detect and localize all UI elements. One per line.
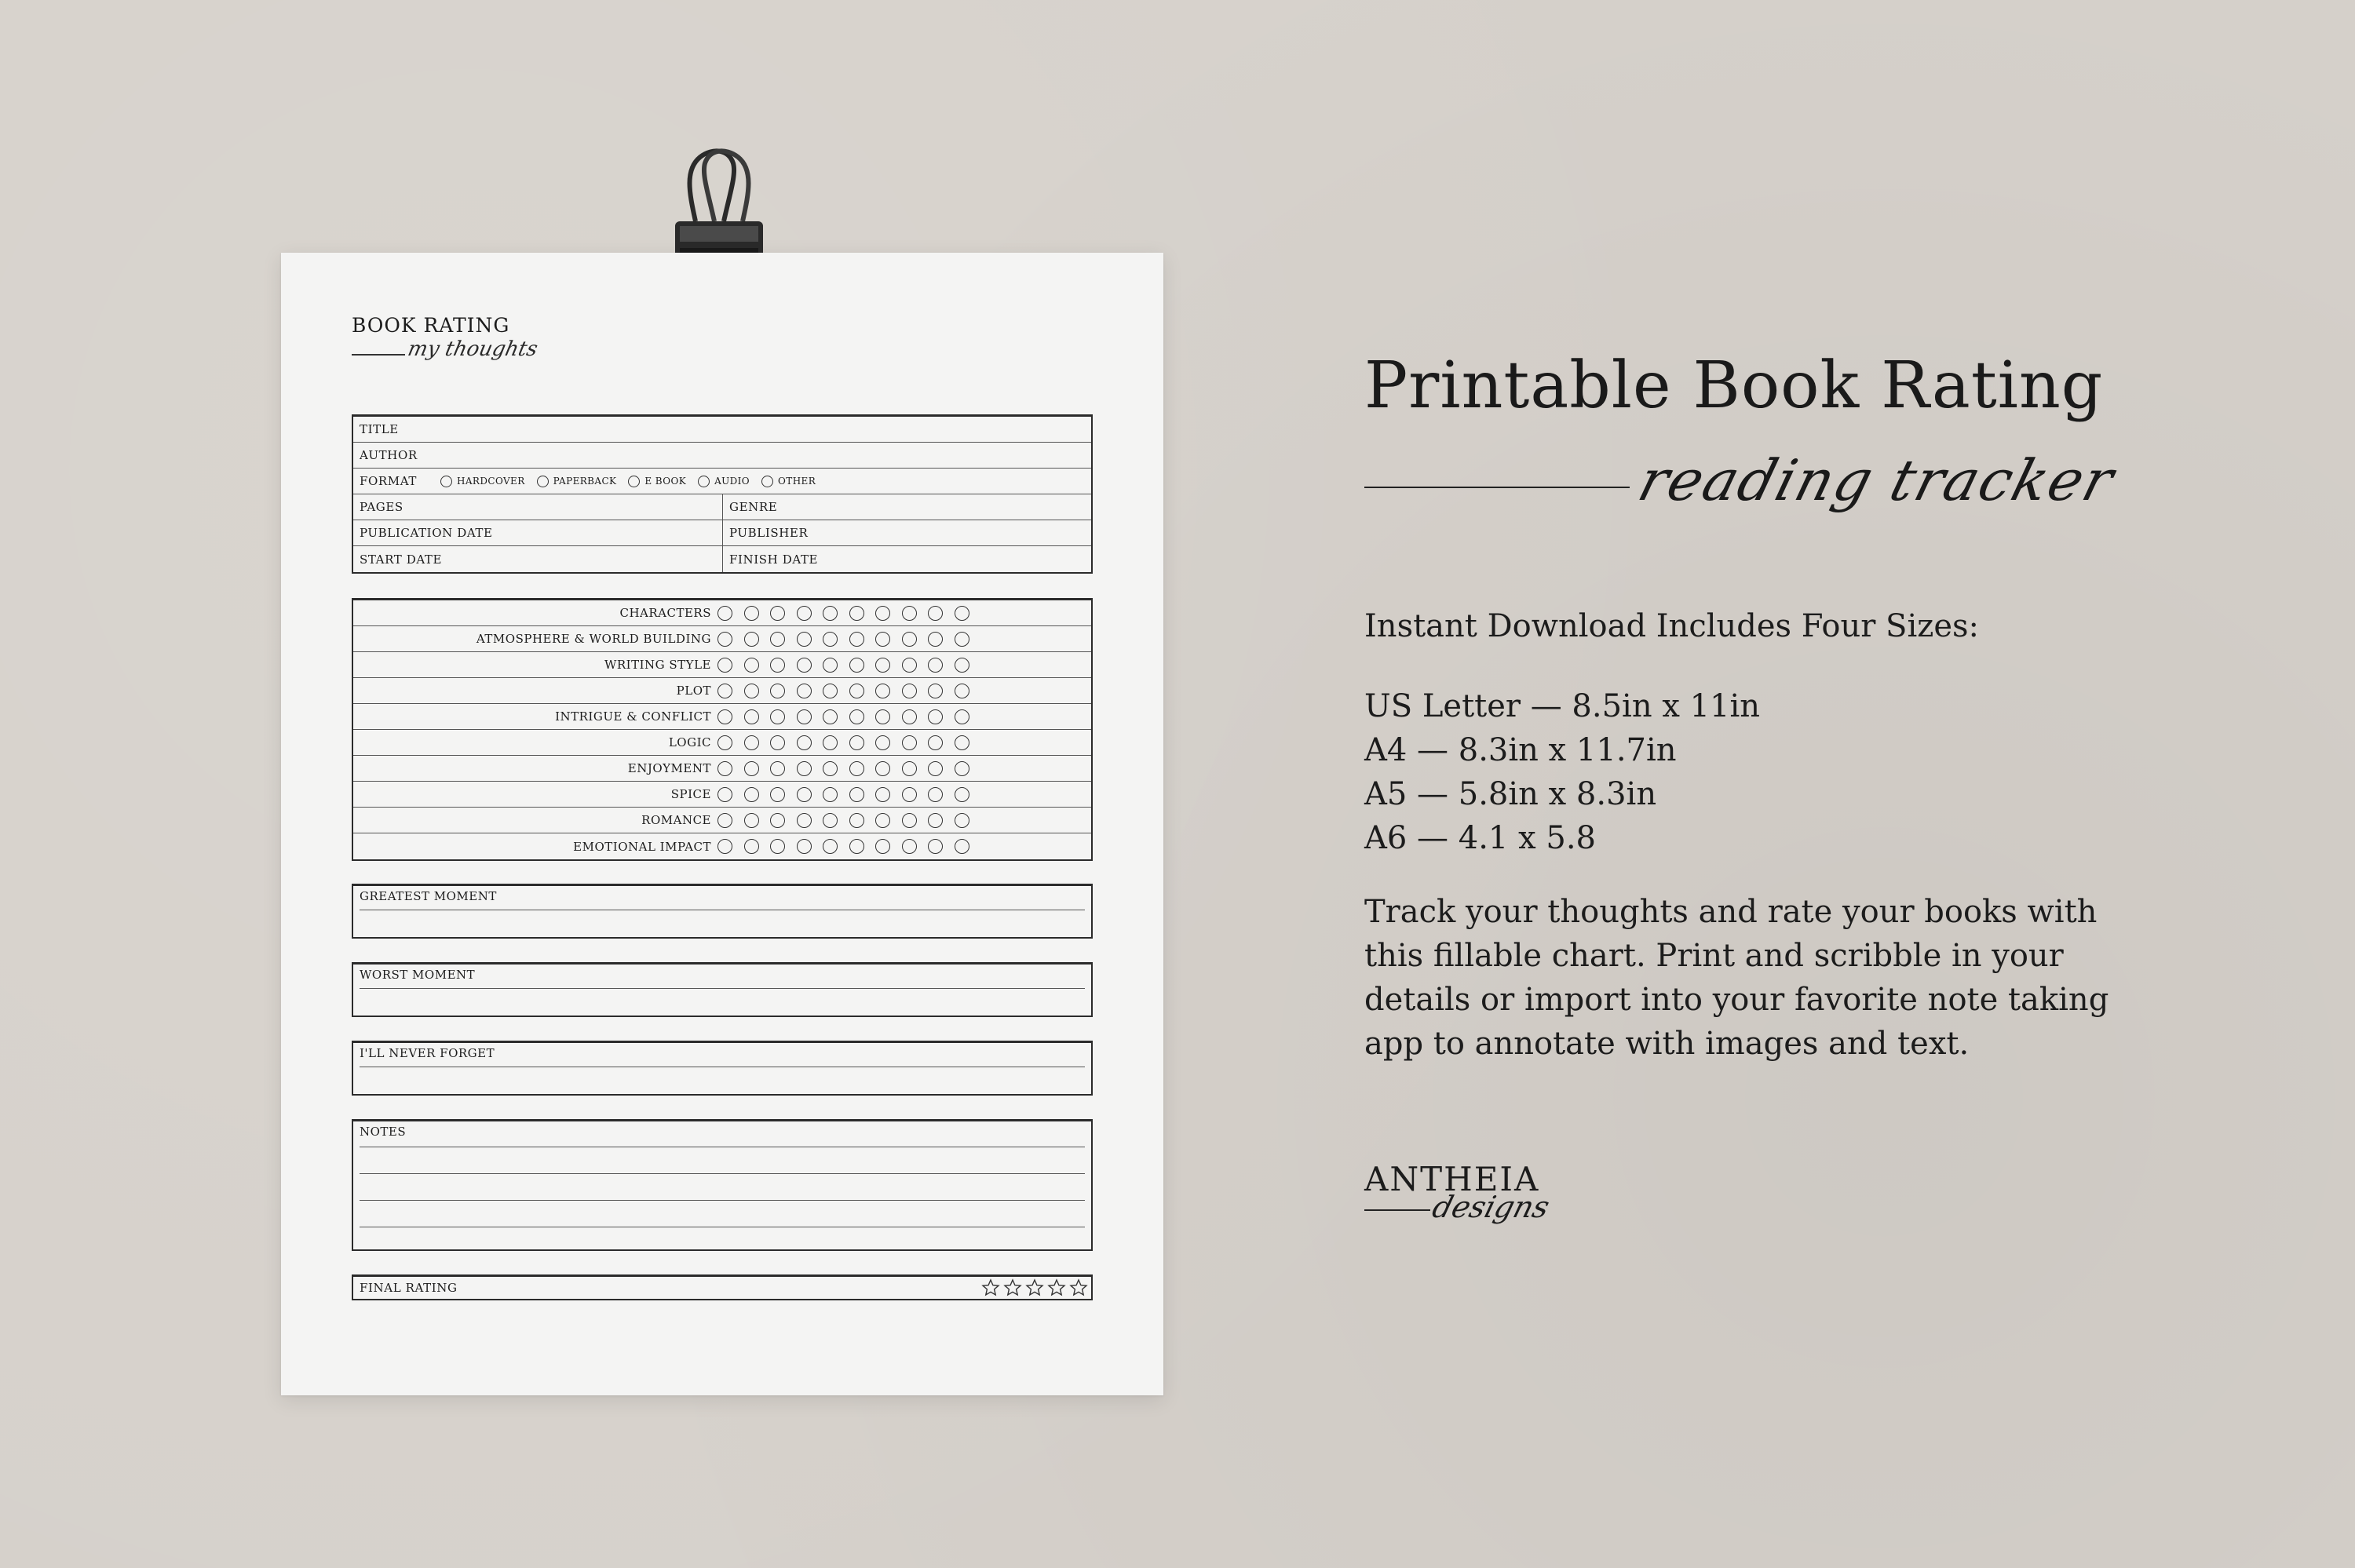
rating-circle-icon[interactable] xyxy=(823,839,838,854)
size-item: A4 — 8.3in x 11.7in xyxy=(1364,732,1677,768)
rating-circle-icon[interactable] xyxy=(823,761,838,776)
final-rating-stars xyxy=(978,1278,1088,1297)
rating-circle-icon[interactable] xyxy=(823,684,838,698)
rating-scale xyxy=(717,735,980,750)
size-item: A5 — 5.8in x 8.3in xyxy=(1364,776,1657,812)
rating-circle-icon[interactable] xyxy=(744,606,759,621)
size-item: US Letter — 8.5in x 11in xyxy=(1364,688,1761,724)
description-line: this fillable chart. Print and scribble in your xyxy=(1364,938,2064,974)
rating-scale xyxy=(717,658,980,673)
intro-text: Instant Download Includes Four Sizes: xyxy=(1364,608,1979,644)
rating-circle-icon[interactable] xyxy=(955,606,969,621)
rating-circle-icon[interactable] xyxy=(770,735,785,750)
rating-circle-icon[interactable] xyxy=(849,658,864,673)
description-line: details or import into your favorite note taking xyxy=(1364,982,2109,1018)
rating-circle-icon[interactable] xyxy=(955,735,969,750)
rating-scale xyxy=(717,813,980,828)
rating-circle-icon[interactable] xyxy=(928,813,943,828)
rating-circle-icon[interactable] xyxy=(770,632,785,647)
final-rating-label: FINAL RATING xyxy=(360,1281,458,1295)
format-option-paperback[interactable] xyxy=(537,476,617,487)
book-info-box xyxy=(352,414,1093,574)
rating-circle-icon[interactable] xyxy=(717,658,732,673)
rating-circle-icon[interactable] xyxy=(902,787,917,802)
rating-scale xyxy=(717,839,980,854)
rating-circle-icon[interactable] xyxy=(902,839,917,854)
publisher-label: PUBLISHER xyxy=(729,526,809,540)
star-icon[interactable] xyxy=(981,1278,1000,1297)
rating-circle-icon[interactable] xyxy=(717,761,732,776)
never-forget-box[interactable] xyxy=(352,1041,1093,1096)
rating-label: WRITING STYLE xyxy=(604,658,711,672)
publisher-field[interactable] xyxy=(722,520,1091,545)
format-row xyxy=(353,469,1091,494)
rating-circle-icon[interactable] xyxy=(823,709,838,724)
rating-circle-icon[interactable] xyxy=(770,658,785,673)
rating-circle-icon[interactable] xyxy=(797,632,812,647)
rating-circle-icon[interactable] xyxy=(770,684,785,698)
rating-label: CHARACTERS xyxy=(619,606,711,620)
star-icon[interactable] xyxy=(1003,1278,1022,1297)
rating-circle-icon[interactable] xyxy=(717,735,732,750)
rating-circle-icon[interactable] xyxy=(955,813,969,828)
rating-row xyxy=(353,704,1091,730)
rating-circle-icon[interactable] xyxy=(902,684,917,698)
rating-circle-icon[interactable] xyxy=(875,813,890,828)
rating-circle-icon[interactable] xyxy=(717,813,732,828)
dates-row xyxy=(353,546,1091,572)
format-option-other[interactable] xyxy=(761,476,816,487)
size-list xyxy=(1364,684,1760,860)
rating-circle-icon[interactable] xyxy=(823,632,838,647)
rating-circle-icon[interactable] xyxy=(902,632,917,647)
brand-logo: ANTHEIA xyxy=(1364,1160,1540,1198)
rating-circle-icon[interactable] xyxy=(849,735,864,750)
format-option-ebook[interactable] xyxy=(628,476,686,487)
title-row[interactable] xyxy=(353,417,1091,443)
book-rating-sheet xyxy=(281,253,1163,1395)
rating-circle-icon[interactable] xyxy=(849,761,864,776)
rating-label: SPICE xyxy=(670,787,711,801)
pages-field[interactable] xyxy=(353,494,722,520)
format-option-hardcover[interactable] xyxy=(440,476,525,487)
format-label: FORMAT xyxy=(360,474,417,488)
rating-circle-icon[interactable] xyxy=(770,839,785,854)
notes-box[interactable] xyxy=(352,1119,1093,1251)
genre-label: GENRE xyxy=(729,500,778,514)
rating-circle-icon[interactable] xyxy=(717,632,732,647)
rating-row xyxy=(353,652,1091,678)
star-icon[interactable] xyxy=(1025,1278,1044,1297)
rating-label: EMOTIONAL IMPACT xyxy=(573,839,711,854)
rating-circle-icon[interactable] xyxy=(875,787,890,802)
rating-circle-icon[interactable] xyxy=(744,735,759,750)
rating-circle-icon[interactable] xyxy=(928,684,943,698)
rating-circle-icon[interactable] xyxy=(744,684,759,698)
rating-circle-icon[interactable] xyxy=(928,606,943,621)
format-option-label: E BOOK xyxy=(644,476,687,487)
rating-circle-icon[interactable] xyxy=(823,658,838,673)
rating-circle-icon[interactable] xyxy=(770,787,785,802)
publication-date-field[interactable] xyxy=(353,520,722,545)
format-option-label: OTHER xyxy=(778,476,816,487)
rating-circle-icon[interactable] xyxy=(770,709,785,724)
rating-circle-icon[interactable] xyxy=(849,632,864,647)
rating-scale xyxy=(717,709,980,724)
format-option-label: PAPERBACK xyxy=(553,476,617,487)
publication-date-label: PUBLICATION DATE xyxy=(360,526,493,540)
ratings-box xyxy=(352,598,1093,861)
rating-circle-icon[interactable] xyxy=(928,658,943,673)
rating-circle-icon[interactable] xyxy=(875,606,890,621)
author-label: AUTHOR xyxy=(360,448,418,462)
rating-circle-icon[interactable] xyxy=(823,735,838,750)
rating-label: LOGIC xyxy=(668,735,711,749)
star-icon[interactable] xyxy=(1069,1278,1088,1297)
format-option-label: AUDIO xyxy=(714,476,750,487)
sheet-subtitle: my thoughts xyxy=(405,337,540,361)
rating-circle-icon[interactable] xyxy=(744,787,759,802)
rating-circle-icon[interactable] xyxy=(744,632,759,647)
rating-circle-icon[interactable] xyxy=(823,813,838,828)
rating-circle-icon[interactable] xyxy=(955,658,969,673)
rating-circle-icon[interactable] xyxy=(770,606,785,621)
rating-label: ENJOYMENT xyxy=(627,761,711,775)
rating-label: PLOT xyxy=(676,684,711,698)
rating-circle-icon[interactable] xyxy=(875,839,890,854)
rating-circle-icon[interactable] xyxy=(955,761,969,776)
rating-circle-icon[interactable] xyxy=(902,761,917,776)
rating-circle-icon[interactable] xyxy=(770,813,785,828)
radio-circle-icon[interactable] xyxy=(761,476,773,487)
rating-scale xyxy=(717,632,980,647)
rating-circle-icon[interactable] xyxy=(849,684,864,698)
writing-line xyxy=(360,988,1085,989)
rating-circle-icon[interactable] xyxy=(902,606,917,621)
radio-circle-icon[interactable] xyxy=(628,476,640,487)
rating-row xyxy=(353,808,1091,833)
rating-circle-icon[interactable] xyxy=(744,709,759,724)
rating-row xyxy=(353,626,1091,652)
rating-label: ATMOSPHERE & WORLD BUILDING xyxy=(476,632,711,646)
title-label: TITLE xyxy=(360,422,399,436)
worst-moment-label: WORST MOMENT xyxy=(360,968,476,982)
radio-circle-icon[interactable] xyxy=(698,476,710,487)
rating-scale xyxy=(717,606,980,621)
rating-circle-icon[interactable] xyxy=(928,709,943,724)
author-row[interactable] xyxy=(353,443,1091,469)
rating-circle-icon[interactable] xyxy=(717,684,732,698)
format-option-audio[interactable] xyxy=(698,476,750,487)
rating-circle-icon[interactable] xyxy=(875,761,890,776)
rating-circle-icon[interactable] xyxy=(717,839,732,854)
sheet-title: BOOK RATING xyxy=(352,314,510,337)
publication-row xyxy=(353,520,1091,546)
rating-circle-icon[interactable] xyxy=(717,787,732,802)
rating-label: INTRIGUE & CONFLICT xyxy=(555,709,711,724)
start-date-field[interactable] xyxy=(353,546,722,572)
finish-date-field[interactable] xyxy=(722,546,1091,572)
rating-circle-icon[interactable] xyxy=(928,632,943,647)
rating-circle-icon[interactable] xyxy=(717,606,732,621)
rating-circle-icon[interactable] xyxy=(902,709,917,724)
rating-circle-icon[interactable] xyxy=(823,606,838,621)
rating-circle-icon[interactable] xyxy=(875,735,890,750)
never-forget-label: I'LL NEVER FORGET xyxy=(360,1046,495,1060)
headline-rule xyxy=(1364,487,1630,488)
greatest-moment-box[interactable] xyxy=(352,884,1093,939)
finish-date-label: FINISH DATE xyxy=(729,552,819,567)
star-icon[interactable] xyxy=(1047,1278,1066,1297)
rating-circle-icon[interactable] xyxy=(928,839,943,854)
description-line: Track your thoughts and rate your books with xyxy=(1364,894,2098,930)
rating-circle-icon[interactable] xyxy=(744,658,759,673)
rating-circle-icon[interactable] xyxy=(797,709,812,724)
writing-line xyxy=(360,1200,1085,1201)
rating-circle-icon[interactable] xyxy=(955,684,969,698)
rating-circle-icon[interactable] xyxy=(875,709,890,724)
format-options xyxy=(440,476,827,487)
rating-circle-icon[interactable] xyxy=(717,709,732,724)
rating-circle-icon[interactable] xyxy=(849,606,864,621)
size-item: A6 — 4.1 x 5.8 xyxy=(1364,820,1596,856)
rating-circle-icon[interactable] xyxy=(849,839,864,854)
worst-moment-box[interactable] xyxy=(352,962,1093,1017)
rating-circle-icon[interactable] xyxy=(797,684,812,698)
rating-circle-icon[interactable] xyxy=(823,787,838,802)
rating-scale xyxy=(717,761,980,776)
rating-circle-icon[interactable] xyxy=(875,684,890,698)
rating-circle-icon[interactable] xyxy=(902,813,917,828)
rating-label: ROMANCE xyxy=(641,813,711,827)
rating-circle-icon[interactable] xyxy=(902,735,917,750)
pages-label: PAGES xyxy=(360,500,403,514)
rating-circle-icon[interactable] xyxy=(902,658,917,673)
rating-row xyxy=(353,756,1091,782)
rating-circle-icon[interactable] xyxy=(744,761,759,776)
rating-circle-icon[interactable] xyxy=(955,632,969,647)
rating-circle-icon[interactable] xyxy=(955,709,969,724)
rating-row xyxy=(353,600,1091,626)
rating-circle-icon[interactable] xyxy=(797,606,812,621)
pages-genre-row xyxy=(353,494,1091,520)
rating-circle-icon[interactable] xyxy=(849,709,864,724)
rating-circle-icon[interactable] xyxy=(744,839,759,854)
format-option-label: HARDCOVER xyxy=(456,476,525,487)
brand-subtitle: designs xyxy=(1429,1190,1554,1224)
rating-scale xyxy=(717,787,980,802)
rating-circle-icon[interactable] xyxy=(797,813,812,828)
radio-circle-icon[interactable] xyxy=(440,476,452,487)
rating-circle-icon[interactable] xyxy=(797,787,812,802)
rating-circle-icon[interactable] xyxy=(797,839,812,854)
rating-row xyxy=(353,833,1091,859)
rating-circle-icon[interactable] xyxy=(797,735,812,750)
greatest-moment-label: GREATEST MOMENT xyxy=(360,889,497,903)
rating-circle-icon[interactable] xyxy=(875,632,890,647)
start-date-label: START DATE xyxy=(360,552,443,567)
rating-circle-icon[interactable] xyxy=(955,787,969,802)
rating-scale xyxy=(717,684,980,698)
rating-row xyxy=(353,678,1091,704)
final-rating-row xyxy=(352,1274,1093,1300)
rating-circle-icon[interactable] xyxy=(849,813,864,828)
rating-circle-icon[interactable] xyxy=(849,787,864,802)
brand-rule xyxy=(1364,1209,1430,1211)
genre-field[interactable] xyxy=(722,494,1091,520)
writing-line xyxy=(360,1173,1085,1174)
rating-circle-icon[interactable] xyxy=(797,761,812,776)
rating-circle-icon[interactable] xyxy=(928,761,943,776)
rating-circle-icon[interactable] xyxy=(744,813,759,828)
sheet-title-rule xyxy=(352,354,405,356)
rating-row xyxy=(353,730,1091,756)
script-subtitle: reading tracker xyxy=(1631,447,2122,513)
rating-circle-icon[interactable] xyxy=(928,735,943,750)
rating-circle-icon[interactable] xyxy=(797,658,812,673)
headline: Printable Book Rating xyxy=(1364,348,2104,423)
rating-row xyxy=(353,782,1091,808)
rating-circle-icon[interactable] xyxy=(875,658,890,673)
rating-circle-icon[interactable] xyxy=(770,761,785,776)
notes-label: NOTES xyxy=(360,1125,407,1139)
radio-circle-icon[interactable] xyxy=(537,476,549,487)
description-line: app to annotate with images and text. xyxy=(1364,1026,1970,1062)
rating-circle-icon[interactable] xyxy=(928,787,943,802)
rating-circle-icon[interactable] xyxy=(955,839,969,854)
description xyxy=(1364,890,2109,1066)
